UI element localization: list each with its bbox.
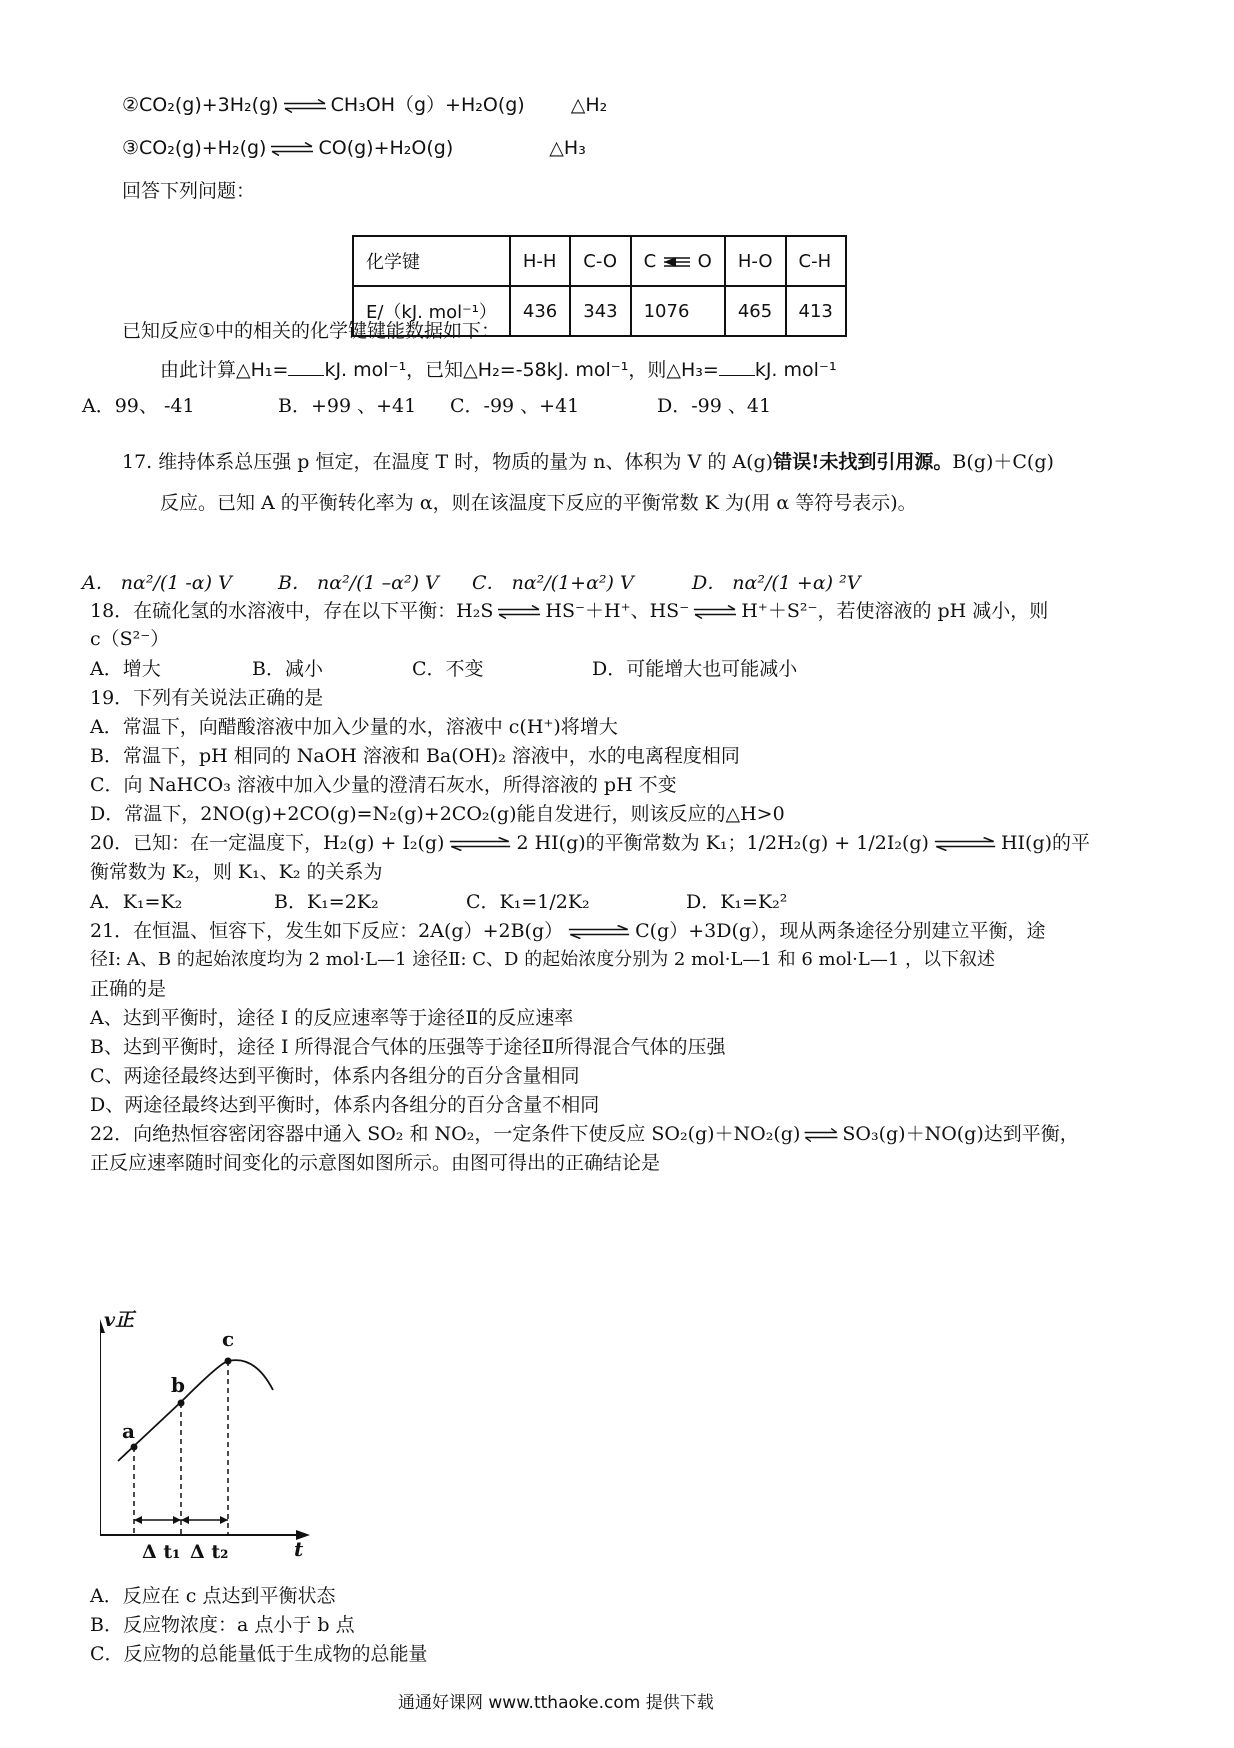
q17-stem-a: 17. 维持体系总压强 p 恒定，在温度 T 时，物质的量为 n、体积为 V 的 A(g) [122, 451, 774, 473]
table-cell: 343 [570, 286, 630, 336]
point-a [131, 1444, 138, 1451]
q17-line1 [122, 449, 1054, 475]
table-cell: 413 [786, 286, 846, 336]
q22-stem-b: SO₃(g)＋NO(g)达到平衡， [842, 1123, 1079, 1145]
eq3-left: ③CO₂(g)+H₂(g) [122, 137, 267, 159]
graph-dt2-label: Δ t₂ [190, 1541, 229, 1563]
q20-option-a: A．K₁=K₂ [90, 891, 183, 913]
point-c [225, 1358, 232, 1365]
answer-blank [719, 357, 755, 376]
table-cell: C-O [570, 236, 630, 286]
q20-line2: 衡常数为 K₂，则 K₁、K₂ 的关系为 [90, 861, 383, 883]
equilibrium-arrow-icon [269, 142, 315, 156]
q21-line3: 正确的是 [90, 978, 167, 1000]
q16-option-d: D．-99 、41 [657, 395, 772, 417]
q22-line1 [90, 1121, 1079, 1147]
q20-option-d: D．K₁=K₂² [686, 891, 788, 913]
co-c: C [643, 250, 657, 272]
q20-stem-c: HI(g)的平 [1000, 832, 1091, 854]
q18-option-a: A．增大 [90, 658, 161, 680]
q22-option-c: C．反应物的总能量低于生成物的总能量 [90, 1643, 428, 1665]
q20-stem-a: 20．已知：在一定温度下，H₂(g) + I₂(g) [90, 832, 445, 854]
q17-option-b: B． nα²/(1 –α²) V [278, 572, 439, 594]
arrowhead-icon [173, 1516, 181, 1524]
q22-option-b: B．反应物浓度：a 点小于 b 点 [90, 1614, 355, 1636]
table-cell: 436 [510, 286, 570, 336]
table-cell: 化学键 [353, 236, 510, 286]
q21-option-d: D、两途径最终达到平衡时，体系内各组分的百分含量不相同 [90, 1094, 600, 1116]
q19-option-d: D．常温下，2NO(g)+2CO(g)=N₂(g)+2CO₂(g)能自发进行，则该反应的△H>0 [90, 803, 785, 825]
rate-curve [118, 1360, 273, 1461]
q20-line1 [90, 830, 1090, 856]
graph-y-label: v正 [104, 1309, 135, 1331]
q16-option-c: C．-99 、+41 [450, 395, 580, 417]
q18-line2: c（S²⁻） [90, 628, 170, 650]
q18-option-b: B．减小 [252, 658, 323, 680]
q18-stem-b: HS⁻＋H⁺、HS⁻ [545, 600, 690, 622]
q19-stem: 19．下列有关说法正确的是 [90, 687, 324, 709]
q22-option-a: A．反应在 c 点达到平衡状态 [90, 1585, 336, 1607]
q19-option-c: C．向 NaHCO₃ 溶液中加入少量的澄清石灰水，所得溶液的 pH 不变 [90, 774, 677, 796]
equilibrium-arrow-icon [692, 605, 738, 619]
q21-option-a: A、达到平衡时，途径 I 的反应速率等于途径Ⅱ的反应速率 [90, 1007, 574, 1029]
table-cell: 465 [725, 286, 786, 336]
equation-3 [122, 135, 586, 161]
q18-stem-a: 18．在硫化氢的水溶液中，存在以下平衡：H₂S [90, 600, 494, 622]
graph-point-label-c: c [222, 1327, 235, 1351]
q21-option-c: C、两途径最终达到平衡时，体系内各组分的百分含量相同 [90, 1065, 580, 1087]
q22-line2: 正反应速率随时间变化的示意图如图所示。由图可得出的正确结论是 [90, 1152, 661, 1174]
eq3-right: CO(g)+H₂O(g) [318, 137, 454, 159]
table-cell-co-triple [631, 236, 725, 286]
q16-calc-b: kJ. mol⁻¹，已知△H₂=-58kJ. mol⁻¹，则△H₃= [324, 359, 719, 381]
graph-x-label: t [294, 1537, 304, 1561]
answer-blank [288, 357, 324, 376]
point-b [178, 1400, 185, 1407]
q18-line1 [90, 598, 1048, 624]
q16-option-a: A．99、 -41 [82, 395, 195, 417]
q20-stem-b: 2 HI(g)的平衡常数为 K₁；1/2H₂(g) + 1/2I₂(g) [516, 832, 929, 854]
q21-option-b: B、达到平衡时，途径 I 所得混合气体的压强等于途径Ⅱ所得混合气体的压强 [90, 1036, 726, 1058]
eq3-dh: △H₃ [549, 137, 586, 159]
q18-stem-c: H⁺＋S²⁻，若使溶液的 pH 减小，则 [741, 600, 1049, 622]
q19-option-a: A．常温下，向醋酸溶液中加入少量的水，溶液中 c(H⁺)将增大 [90, 716, 618, 738]
q22-stem-a: 22．向绝热恒容密闭容器中通入 SO₂ 和 NO₂，一定条件下使反应 SO₂(g)＋NO₂(g) [90, 1123, 801, 1145]
q17-error-ref: 错误!未找到引用源。 [773, 451, 953, 473]
q16-option-b: B．+99 、+41 [278, 395, 417, 417]
q19-option-b: B．常温下，pH 相同的 NaOH 溶液和 Ba(OH)₂ 溶液中，水的电离程度相同 [90, 745, 740, 767]
q16-calc-c: kJ. mol⁻¹ [754, 359, 837, 381]
graph-point-label-a: a [122, 1419, 135, 1443]
q20-option-b: B．K₁=2K₂ [274, 891, 379, 913]
equilibrium-arrow-icon [496, 605, 542, 619]
graph-point-label-b: b [171, 1373, 185, 1397]
equilibrium-arrow-icon [282, 99, 328, 113]
q20-option-c: C．K₁=1/2K₂ [466, 891, 590, 913]
co-o: O [697, 250, 712, 272]
table-cell: 1076 [631, 286, 725, 336]
q18-option-d: D．可能增大也可能减小 [592, 658, 798, 680]
page-footer: 通通好课网 www.tthaoke.com 提供下载 [398, 1693, 714, 1713]
equilibrium-arrow-icon [803, 1128, 839, 1142]
q17-option-a: A． nα²/(1 -α) V [82, 572, 232, 594]
eq2-dh: △H₂ [570, 94, 608, 116]
table-cell: C-H [786, 236, 846, 286]
arrowhead-icon [134, 1516, 142, 1524]
equilibrium-arrow-icon [566, 925, 632, 939]
graph-dt1-label: Δ t₁ [142, 1541, 181, 1563]
q21-line1 [90, 918, 1046, 944]
equilibrium-arrow-icon [447, 837, 513, 851]
triple-bond-icon [662, 254, 692, 270]
q16-calc-line [160, 357, 837, 383]
arrowhead-icon [181, 1516, 189, 1524]
q16-calc-a: 由此计算△H₁= [160, 359, 289, 381]
arrowhead-icon [220, 1516, 228, 1524]
q18-option-c: C．不变 [412, 658, 484, 680]
answer-prompt: 回答下列问题： [122, 180, 256, 202]
equilibrium-arrow-icon [932, 837, 998, 851]
table-cell: H-H [510, 236, 570, 286]
q21-line2: 径Ⅰ: A、B 的起始浓度均为 2 mol·L—1 途径Ⅱ: C、D 的起始浓度分别为 2 mol·L—1 和 6 mol·L—1 ，以下叙述 [90, 949, 996, 970]
q17-line2: 反应。已知 A 的平衡转化率为 α，则在该温度下反应的平衡常数 K 为(用 α 等符号表示)。 [160, 492, 917, 514]
q21-stem-a: 21．在恒温、恒容下，发生如下反应：2A(g）+2B(g） [90, 920, 564, 942]
equation-2 [122, 92, 607, 118]
q21-stem-b: C(g）+3D(g），现从两条途径分别建立平衡，途 [635, 920, 1046, 942]
table-row [353, 236, 846, 286]
eq2-right: CH₃OH（g）+H₂O(g) [330, 94, 525, 116]
table-cell: H-O [725, 236, 786, 286]
table-cell: E/（kJ. mol⁻¹） [353, 286, 510, 336]
q16-known-text: 已知反应①中的相关的化学键键能数据如下： [122, 320, 501, 342]
q17-stem-b: B(g)＋C(g) [952, 451, 1054, 473]
eq2-left: ②CO₂(g)+3H₂(g) [122, 94, 279, 116]
q17-option-d: D． nα²/(1 +α) ²V [692, 572, 861, 594]
q17-option-c: C． nα²/(1+α²) V [472, 572, 634, 594]
